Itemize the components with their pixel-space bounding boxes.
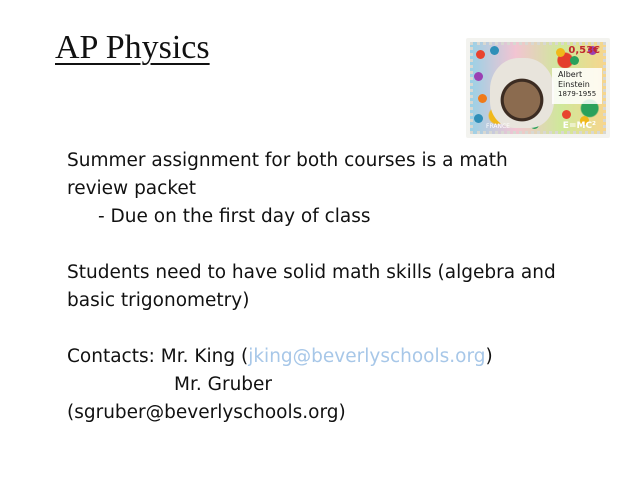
stamp-years: 1879-1955 <box>558 90 597 98</box>
contacts-prefix: Contacts: Mr. King ( <box>67 346 249 367</box>
gruber-name-line: Mr. Gruber <box>174 374 273 395</box>
assignment-line: Summer assignment for both courses is a math <box>67 150 508 171</box>
einstein-portrait <box>490 58 554 128</box>
stamp-artwork <box>470 42 606 134</box>
stamp-country: FRANCE <box>486 123 510 130</box>
slide-title: AP Physics <box>55 29 210 66</box>
contacts-line <box>67 343 607 371</box>
stamp-formula: E=MC² <box>562 121 596 131</box>
slide-body <box>67 147 607 427</box>
due-date-line: - Due on the first day of class <box>98 206 371 227</box>
stamp-name-first: Albert <box>558 70 583 79</box>
stamp-price: 0,53€ <box>568 45 600 56</box>
assignment-line-cont: review packet <box>67 178 197 199</box>
king-email-link[interactable]: jking@beverlyschools.org <box>248 346 486 367</box>
skills-line: Students need to have solid math skills (algebra and <box>67 262 556 283</box>
skills-line-cont: basic trigonometry) <box>67 290 250 311</box>
einstein-stamp-image <box>466 38 610 138</box>
stamp-name-last: Einstein <box>558 80 590 89</box>
gruber-email-line: (sgruber@beverlyschools.org) <box>67 402 346 423</box>
contacts-suffix: ) <box>485 346 493 367</box>
